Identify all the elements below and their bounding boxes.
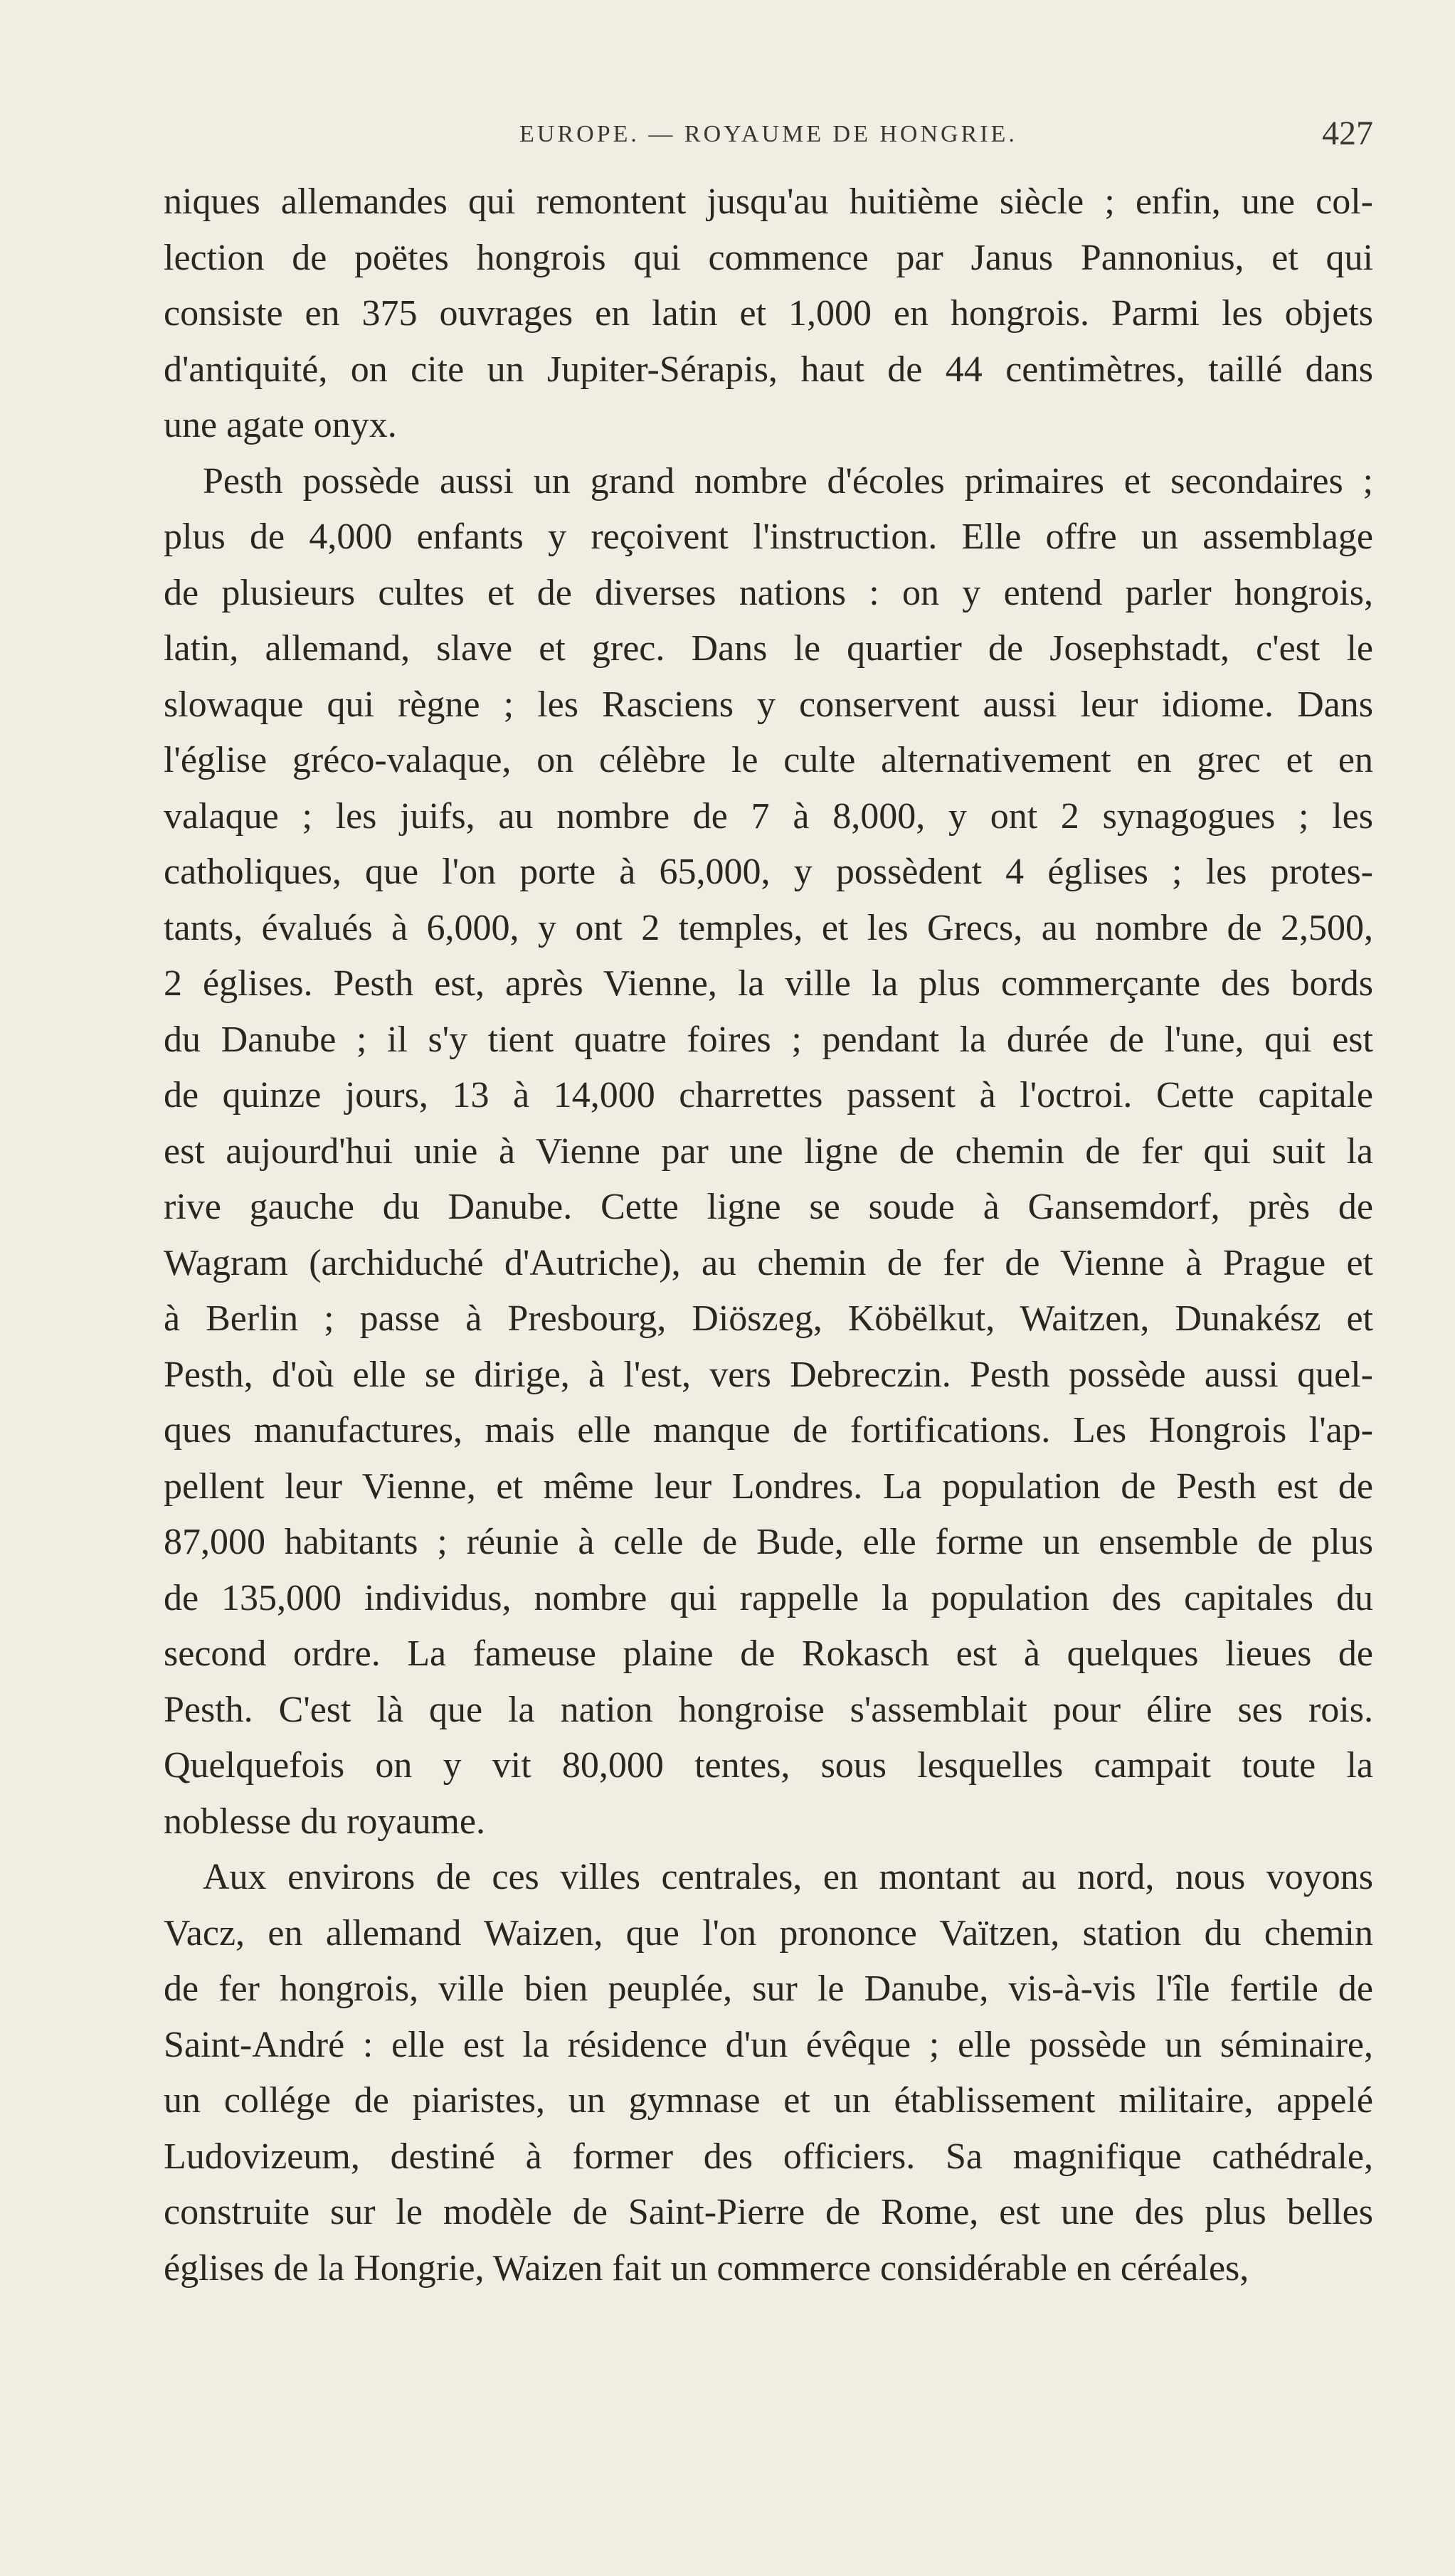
text-line: lection de poëtes hongrois qui commence par Janus Pannonius, et qui [164,237,1373,278]
text-line: de plusieurs cultes et de diverses nations : on y entend parler hongrois, [164,572,1373,613]
text-line: églises de la Hongrie, Waizen fait un commerce considérable en céréales, [164,2247,1249,2289]
text-line: slowaque qui règne ; les Rasciens y conservent aussi leur idiome. Dans [164,684,1373,725]
text-line: Quelquefois on y vit 80,000 tentes, sous lesquelles campait toute la [164,1745,1373,1786]
text-line: 87,000 habitants ; réunie à celle de Bude, elle forme un ensemble de plus [164,1522,1373,1562]
text-line: ques manufactures, mais elle manque de fortifications. Les Hongrois l'ap- [164,1410,1373,1451]
running-title: EUROPE. — ROYAUME DE HONGRIE. [519,121,1017,147]
text-line: consiste en 375 ouvrages en latin et 1,000 en hongrois. Parmi les objets [164,293,1373,334]
text-line: second ordre. La fameuse plaine de Rokasch est à quelques lieues de [164,1633,1373,1674]
text-line: rive gauche du Danube. Cette ligne se soude à Gansemdorf, près de [164,1187,1373,1227]
text-line: d'antiquité, on cite un Jupiter-Sérapis, haut de 44 centimètres, taillé dans [164,349,1373,390]
text-line: à Berlin ; passe à Presbourg, Diöszeg, Köbëlkut, Waitzen, Dunakész et [164,1298,1373,1339]
text-line: noblesse du royaume. [164,1801,486,1842]
text-line: de 135,000 individus, nombre qui rappelle la population des capitales du [164,1577,1373,1618]
text-line: Pesth, d'où elle se dirige, à l'est, vers Debreczin. Pesth possède aussi quel- [164,1354,1373,1395]
text-line: pellent leur Vienne, et même leur Londres. La population de Pesth est de [164,1465,1373,1507]
text-line: Aux environs de ces villes centrales, en montant au nord, nous voyons [203,1857,1373,1897]
body-text [164,174,1373,2296]
text-line: 2 églises. Pesth est, après Vienne, la ville la plus commerçante des bords [164,963,1373,1004]
text-line: du Danube ; il s'y tient quatre foires ; pendant la durée de l'une, qui est [164,1019,1373,1060]
page-number: 427 [1322,115,1373,152]
text-line: Pesth. C'est là que la nation hongroise s'assemblait pour élire ses rois. [164,1689,1373,1730]
text-line: plus de 4,000 enfants y reçoivent l'instruction. Elle offre un assemblage [164,516,1373,557]
text-line: niques allemandes qui remontent jusqu'au huitième siècle ; enfin, une col- [164,181,1373,222]
text-line: de fer hongrois, ville bien peuplée, sur le Danube, vis-à-vis l'île fertile de [164,1968,1373,2009]
text-line: Wagram (archiduché d'Autriche), au chemin de fer de Vienne à Prague et [164,1242,1373,1283]
text-line: un collége de piaristes, un gymnase et un établissement militaire, appelé [164,2080,1373,2121]
text-line: Saint-André : elle est la résidence d'un évêque ; elle possède un séminaire, [164,2024,1373,2065]
text-line: Pesth possède aussi un grand nombre d'écoles primaires et secondaires ; [203,460,1373,502]
text-line: valaque ; les juifs, au nombre de 7 à 8,000, y ont 2 synagogues ; les [164,795,1373,837]
text-line: Vacz, en allemand Waizen, que l'on prononce Vaïtzen, station du chemin [164,1912,1373,1954]
text-line: latin, allemand, slave et grec. Dans le quartier de Josephstadt, c'est le [164,628,1373,669]
text-line: l'église gréco-valaque, on célèbre le culte alternativement en grec et en [164,740,1373,780]
text-line: catholiques, que l'on porte à 65,000, y possèdent 4 églises ; les protes- [164,852,1373,892]
text-line: construite sur le modèle de Saint-Pierre de Rome, est une des plus belles [164,2192,1373,2232]
page-header [164,114,1373,157]
text-line: une agate onyx. [164,405,397,445]
text-line: tants, évalués à 6,000, y ont 2 temples, et les Grecs, au nombre de 2,500, [164,907,1373,948]
text-line: de quinze jours, 13 à 14,000 charrettes passent à l'octroi. Cette capitale [164,1075,1373,1115]
text-line: Ludovizeum, destiné à former des officiers. Sa magnifique cathédrale, [164,2136,1373,2177]
text-line: est aujourd'hui unie à Vienne par une ligne de chemin de fer qui suit la [164,1130,1373,1172]
